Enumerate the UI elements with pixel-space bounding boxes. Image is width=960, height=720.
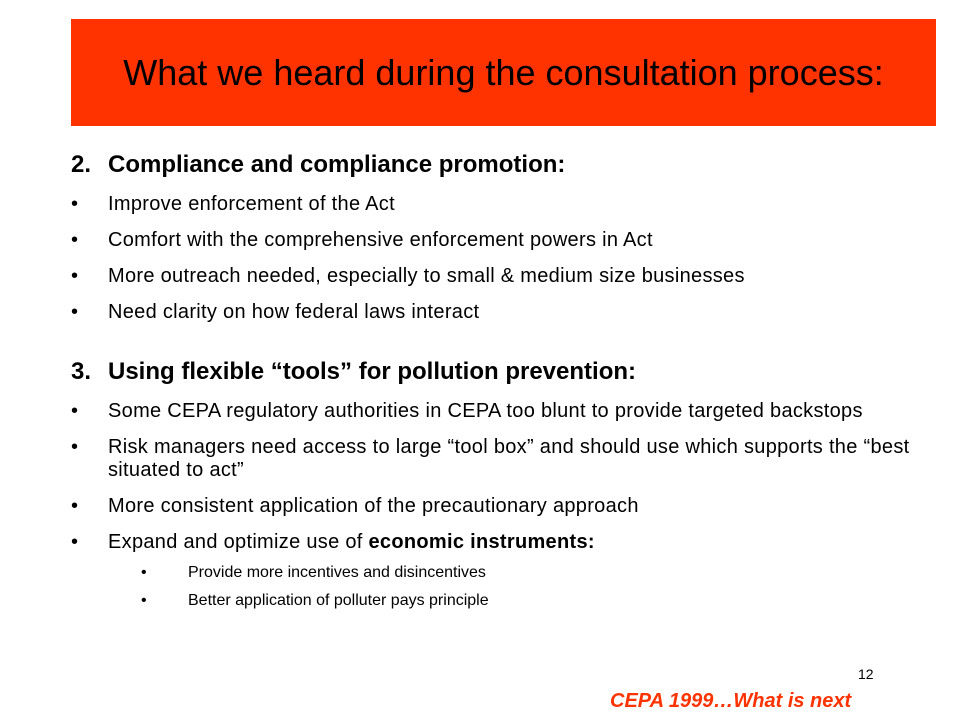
bullet-text: More consistent application of the precautionary approach	[108, 495, 639, 517]
sub-bullet-text: Better application of polluter pays principle	[188, 592, 489, 609]
bullet-icon: •	[71, 495, 79, 517]
bullet-text-prefix: Expand and optimize use of	[108, 531, 369, 553]
sub-bullet-icon: •	[141, 564, 147, 581]
slide-title: What we heard during the consultation process:	[123, 52, 884, 93]
slide-content	[71, 150, 931, 610]
sub-bullet-item	[141, 591, 931, 610]
sub-bullet-text: Provide more incentives and disincentives	[188, 564, 486, 581]
bullet-item	[71, 400, 931, 423]
bullet-text: Some CEPA regulatory authorities in CEPA too blunt to provide targeted backstops	[108, 400, 863, 422]
bullet-icon: •	[71, 193, 79, 215]
bullet-text: Comfort with the comprehensive enforcement powers in Act	[108, 229, 653, 251]
bullet-text: Risk managers need access to large “tool box” and should use which supports the “best situated to act”	[108, 436, 910, 481]
section-title: Using flexible “tools” for pollution prevention:	[108, 358, 636, 385]
bullet-icon: •	[71, 229, 79, 251]
section-number: 3.	[71, 358, 92, 385]
section-heading	[71, 357, 931, 387]
bullet-text	[108, 531, 931, 554]
footer-text: CEPA 1999…What is next	[610, 690, 852, 712]
section-heading	[71, 150, 931, 180]
bullet-item	[71, 531, 931, 554]
bullet-item	[71, 229, 931, 252]
bullet-item	[71, 193, 931, 216]
section-spacer	[71, 324, 931, 357]
bullet-icon: •	[71, 400, 79, 422]
sub-bullet-icon: •	[141, 592, 147, 609]
bullet-icon: •	[71, 301, 79, 323]
bullet-text: Improve enforcement of the Act	[108, 193, 395, 215]
sub-bullet-item	[141, 563, 931, 582]
bullet-icon: •	[71, 265, 79, 287]
bullet-item	[71, 301, 931, 324]
title-bar	[71, 19, 936, 126]
section-number: 2.	[71, 151, 92, 178]
bullet-item	[71, 265, 931, 288]
bullet-icon: •	[71, 436, 79, 458]
bullet-item	[71, 495, 931, 518]
section-title: Compliance and compliance promotion:	[108, 151, 566, 178]
bullet-text: More outreach needed, especially to small & medium size businesses	[108, 265, 745, 287]
bullet-text: Need clarity on how federal laws interact	[108, 301, 480, 323]
bullet-text-emphasis: economic instruments:	[368, 531, 595, 553]
bullet-icon: •	[71, 531, 79, 553]
bullet-item	[71, 436, 931, 482]
page-number: 12	[858, 666, 874, 682]
